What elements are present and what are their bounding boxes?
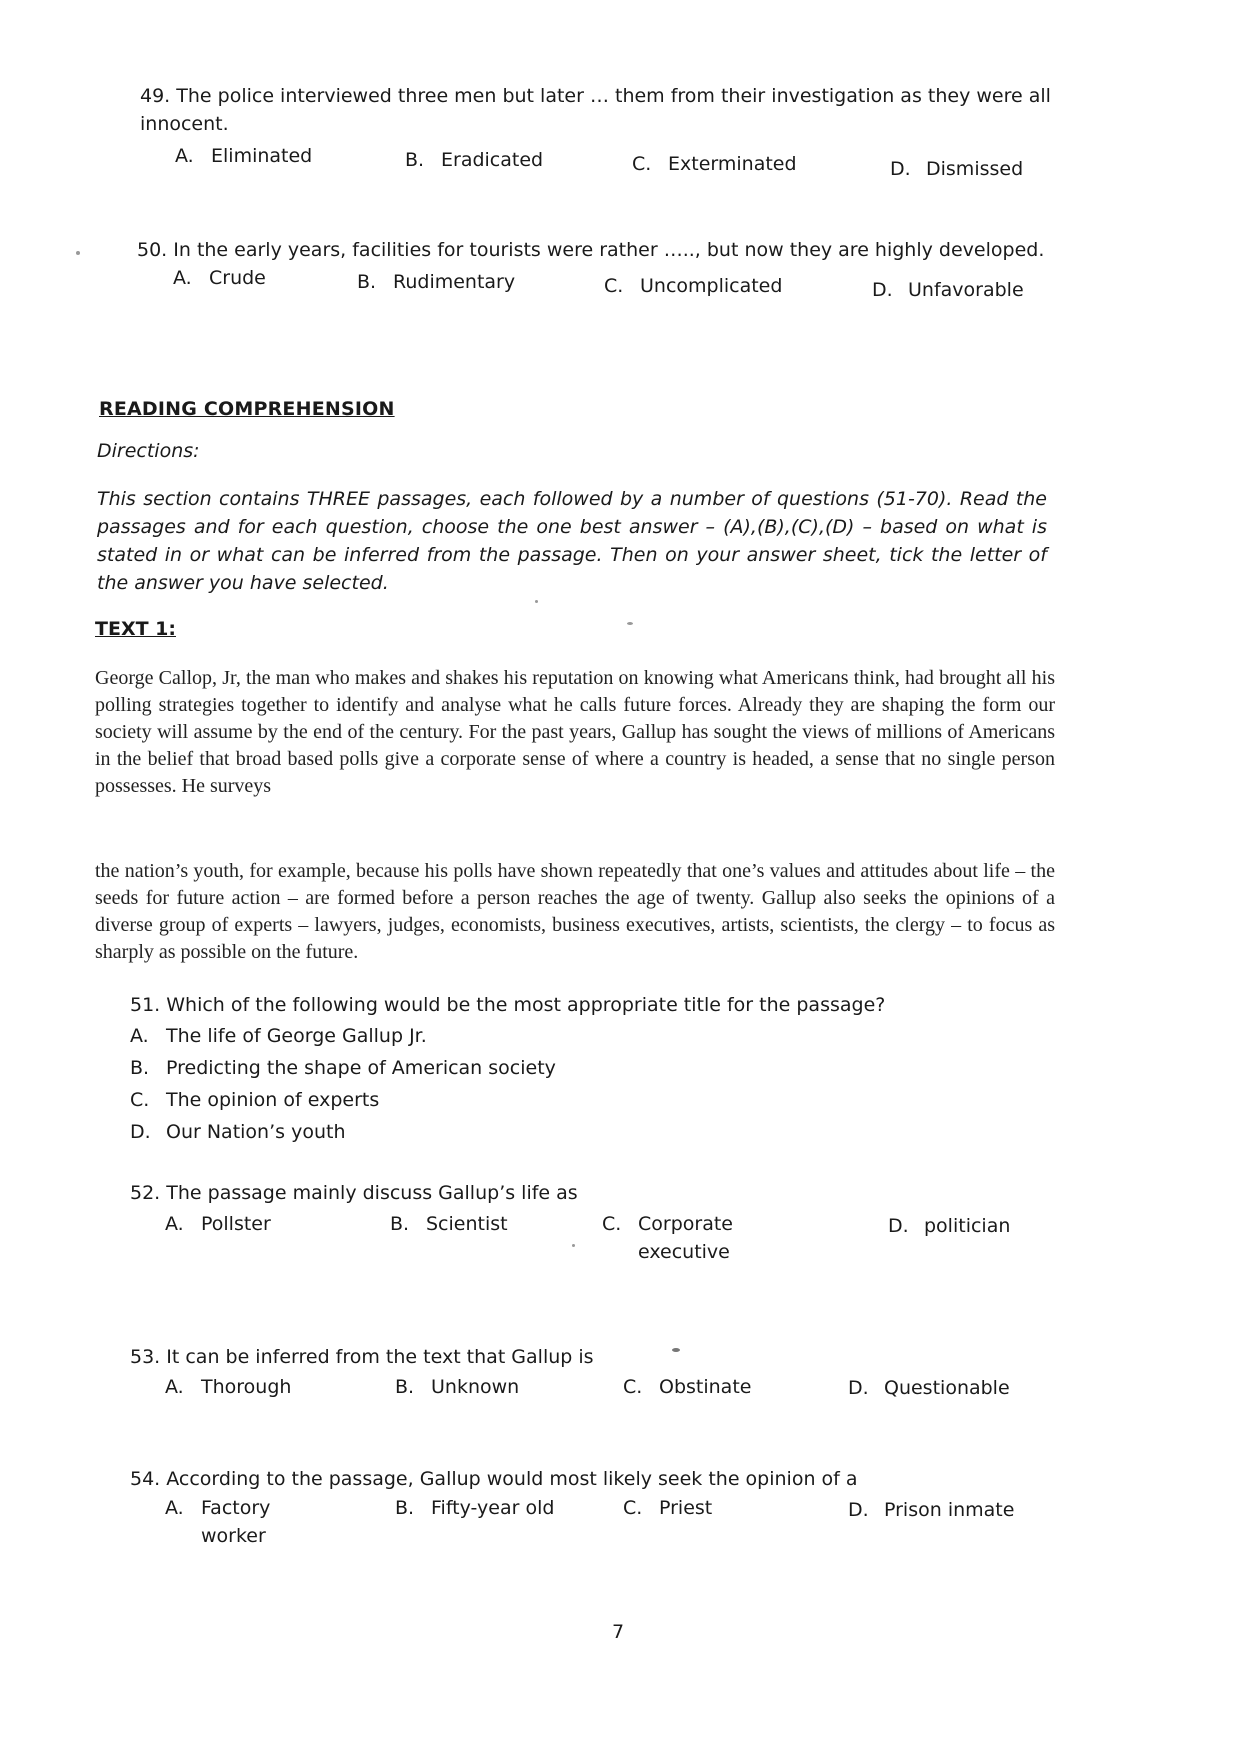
question-52-option-d[interactable]: D. politician [888,1215,1011,1237]
directions-label: Directions: [97,440,200,462]
question-51-option-d[interactable]: D. Our Nation’s youth [130,1121,346,1143]
question-50-option-c[interactable]: C. Uncomplicated [604,275,783,297]
question-54-option-b[interactable]: B. Fifty-year old [395,1497,555,1519]
question-52-option-a[interactable]: A. Pollster [165,1213,271,1235]
question-53-option-b[interactable]: B. Unknown [395,1376,520,1398]
page-number: 7 [612,1621,625,1643]
question-49-option-c[interactable]: C. Exterminated [632,153,797,175]
question-51-stem: 51. Which of the following would be the most appropriate title for the passage? [130,994,886,1016]
question-53-option-a[interactable]: A. Thorough [165,1376,292,1398]
scan-speck [76,251,80,255]
question-54-stem: 54. According to the passage, Gallup would most likely seek the opinion of a [130,1468,858,1490]
scan-speck [627,622,633,625]
question-50-option-a[interactable]: A. Crude [173,267,266,289]
question-50-stem: 50. In the early years, facilities for tourists were rather ….., but now they are highly developed. [137,239,1045,261]
question-53-stem: 53. It can be inferred from the text that Gallup is [130,1346,594,1368]
text-1-label: TEXT 1: [95,618,176,640]
question-49-option-d[interactable]: D. Dismissed [890,158,1024,180]
question-50 [137,236,1097,264]
question-51-option-c[interactable]: C. The opinion of experts [130,1089,380,1111]
question-53-option-c[interactable]: C. Obstinate [623,1376,752,1398]
scan-speck [535,600,538,603]
question-50-option-b[interactable]: B. Rudimentary [357,271,516,293]
question-53-option-d[interactable]: D. Questionable [848,1377,1010,1399]
question-49-option-b[interactable]: B. Eradicated [405,149,544,171]
section-heading: READING COMPREHENSION [99,398,395,420]
question-52-option-c[interactable]: C. Corporate executive [602,1213,733,1263]
question-54-option-a[interactable]: A. Factory worker [165,1497,271,1547]
directions-text: This section contains THREE passages, each followed by a number of questions (51-70). Read the passages and for each question, choose the one best answer – (A),(B),(C),(D) – based on what is stated in or what can be inferred from the passage. Then on your answer sheet, tick the letter of the answer you have selected. [97,488,1047,594]
question-51-option-b[interactable]: B. Predicting the shape of American society [130,1057,556,1079]
question-49-stem: 49. The police interviewed three men but later … them from their investigation as they were all innocent. [140,85,1051,135]
question-49-option-a[interactable]: A. Eliminated [175,145,313,167]
question-54-option-c[interactable]: C. Priest [623,1497,713,1519]
question-50-option-d[interactable]: D. Unfavorable [872,279,1024,301]
passage-part-2: the nation’s youth, for example, because his polls have shown repeatedly that one’s values and attitudes about life – the seeds for future action – are formed before a person reaches the age of twenty. Gallup also seeks the opinions of a diverse group of experts – lawyers, judges, economists, business executives, artists, scientists, the clergy – to focus as sharply as possible on the future. [95,860,1055,963]
question-49 [140,82,1080,138]
passage-part-1: George Callop, Jr, the man who makes and shakes his reputation on knowing what Americans think, had brought all his polling strategies together to identify and analyse what he calls future forces. Already they are shaping the form our society will assume by the end of the century. For the past years, Gallup has sought the views of millions of Americans in the belief that broad based polls give a corporate sense of where a country is headed, a sense that no single person possesses. He surveys [95,667,1055,797]
scan-speck [672,1348,680,1352]
scan-speck [572,1244,575,1247]
question-51-option-a[interactable]: A. The life of George Gallup Jr. [130,1025,427,1047]
question-54-option-d[interactable]: D. Prison inmate [848,1499,1015,1521]
question-52-option-b[interactable]: B. Scientist [390,1213,508,1235]
question-52-stem: 52. The passage mainly discuss Gallup’s life as [130,1182,578,1204]
